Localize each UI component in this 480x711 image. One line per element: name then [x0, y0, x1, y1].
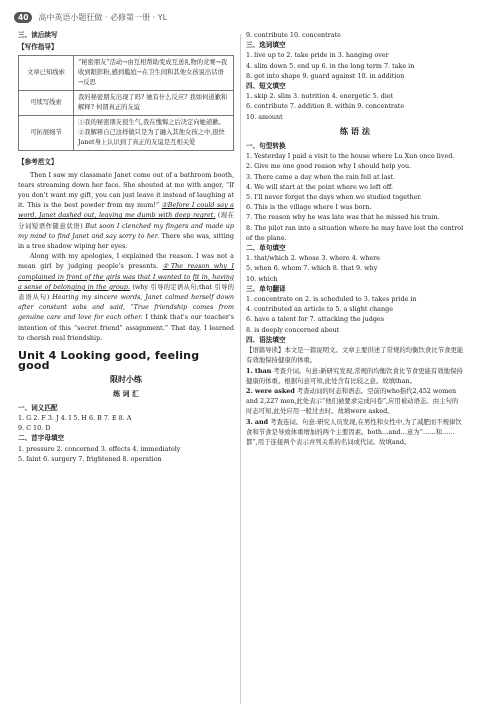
essay-text: But soon I clenched my fingers and made up my mind to find Janet and say sorry to her.	[18, 221, 234, 240]
essay-paragraph	[18, 170, 234, 252]
answer-line: 1. G 2. F 3. J 4. I 5. H 6. B 7. E 8. A	[18, 414, 132, 423]
table-row	[19, 91, 234, 116]
answer-line: 1. concentrate on 2. is scheduled to 3. takes pride in	[246, 295, 417, 304]
answer-line: 4. slim down 5. end up 6. in the long term 7. take in	[246, 61, 415, 70]
right-column	[246, 30, 464, 447]
page-number: 40	[14, 12, 32, 23]
answer-line: 10. amount	[246, 112, 283, 121]
explanation-text: 考查介词。句意:新研究发现,常规的均衡饮食比节食更能有效地保持健康的体重。根据句意可知,此处含有比较之意。故填than。	[246, 366, 463, 385]
answer-line: 5. when 6. whom 7. which 8. that 9. why	[246, 264, 378, 273]
answer-key: 2. were asked	[246, 386, 295, 395]
answer-line: 5. I'll never forget the days when we studied together.	[246, 193, 422, 202]
table-row	[19, 56, 234, 91]
answer-line: 8. The pilot ran into a situation where he may have lost the control of the plane.	[246, 223, 464, 242]
column-divider	[240, 34, 241, 704]
answer-line: 8. get into shape 9. guard against 10. in addition	[246, 71, 405, 80]
section-heading: 一、句型转换	[246, 142, 286, 151]
explanation-text: 考查连词。句意:研究人员发现,在男性和女性中,为了减肥而不规律饮食和节食是导致体重增加的两个主要因素。both…and…意为“……和……都”,用于连接两个表示并列关系的名词或代词。故填and。	[246, 417, 462, 446]
reference-essay	[18, 170, 234, 343]
answer-line: 6. This is the village where I was born.	[246, 203, 372, 212]
passage-guide: 【语篇导读】本文是一篇说明文。文章主要讲述了常规的均衡饮食比节食更能有效地保持健康的体重。	[246, 346, 464, 365]
table-row	[19, 116, 234, 151]
answer-line: 1. pressure 2. concerned 3. effects 4. immediately	[18, 444, 181, 453]
book-title: 高中英语小题狂做 · 必修第一册 · YL	[38, 12, 168, 22]
unit-title: Unit 4 Looking good, feeling good	[18, 349, 200, 373]
answer-line: 1. that/which 2. whose 3. where 4. where	[246, 254, 381, 263]
explanation-item	[246, 386, 464, 417]
answer-key: 3. and	[246, 417, 269, 426]
answer-key: 1. than	[246, 366, 272, 375]
writing-guide-table	[18, 55, 234, 151]
section-heading: 三、单句翻译	[246, 284, 286, 293]
answer-line: 1. live up to 2. take pride in 3. hanging over	[246, 51, 389, 60]
left-column	[18, 30, 234, 464]
essay-paragraph	[18, 251, 234, 343]
answer-line: 6. contribute 7. addition 8. within 9. concentrate	[246, 102, 405, 111]
section-heading: 三、读后续写	[18, 31, 58, 39]
essay-text: Then I saw my classmate Janet come out of a bathroom booth, tears streaming down her face. She shouted at me with anger, “If you don't want my gift, you can just leave it instead of laughing at it. This is the best powder from my mum!”	[18, 170, 234, 210]
answer-line: 1. skip 2. slim 3. nutrition 4. energetic 5. diet	[246, 92, 394, 101]
explanation-item	[246, 417, 464, 448]
section-heading: 二、单句填空	[246, 244, 286, 253]
answer-line: 7. The reason why he was late was that he missed his train.	[246, 213, 440, 222]
answer-line: 9. C 10. D	[18, 424, 51, 433]
grammar-note: (why 引导的定语从句;that 引导的表语从句)	[18, 282, 234, 302]
section-heading: 三、选词填空	[246, 41, 286, 50]
section-heading: 一、词义匹配	[18, 403, 58, 412]
table-cell: “秘密朋友”活动→由互相帮助变成互送礼物的竞赛→我收到眼影粉,感到尴尬→在卫生间和其他女孩说出话语→反思	[74, 56, 234, 91]
table-cell: ①我的秘密朋友很生气,我在愧悔之后决定向她道歉。 ②我解释自己这样做只是为了融入其他女孩之中,很快Janet身上认识到了真正的友谊是互相关爱	[74, 116, 234, 151]
vocabulary-title: 练 词 汇	[113, 389, 139, 398]
table-label: 可续写线索	[19, 91, 74, 116]
explanation-item	[246, 366, 464, 386]
page-header	[14, 8, 466, 26]
answer-line: 10. which	[246, 274, 278, 283]
answer-line: 1. Yesterday I paid a visit to the house where Lu Xun once lived.	[246, 152, 455, 161]
answer-line: 3. There came a day when the rain fell at last.	[246, 172, 396, 181]
essay-text: Along with my apologies, I explained the reason. I was not a mean girl by judging people's presents.	[18, 252, 234, 271]
essay-text: I think that's our teacher's intention of this “secret friend” assignment.” That day, I learned to cherish real friendship.	[18, 313, 234, 342]
answer-line: 6. have a talent for 7. attacking the judges	[246, 315, 384, 324]
explanation-text: 考查动词的时态和语态。空前的who指代2,452 women and 2,227 men,此处表示“他们被要求完成问卷”,应用被动语态。由主句的时态可知,此处应用一般过去时。故填were asked。	[246, 386, 459, 416]
answer-line: 4. We will start at the point where we left off.	[246, 182, 394, 191]
table-label: 可拓展细节	[19, 116, 74, 151]
section-heading: 二、首字母填空	[18, 434, 65, 443]
grammar-title: 练 语 法	[339, 125, 371, 136]
practice-title: 限时小练	[110, 375, 142, 385]
answer-line: 4. contributed an article to 5. a slight change	[246, 305, 393, 314]
answer-line: 9. contribute 10. concentrate	[246, 31, 341, 39]
section-heading: 四、短文填空	[246, 82, 286, 91]
table-cell: 我的秘密朋友出现了吗? 她有什么反应? 我如何道歉和解释? 何谓真正的友谊	[74, 91, 234, 116]
highlight-sentence: ②The reason why I complained in front of the girls was that I wanted to fit in, having a sense of belonging in the group.	[18, 262, 234, 291]
answer-line: 5. faint 6. surgery 7. frightened 8. operation	[18, 454, 162, 463]
section-heading: 四、语法填空	[246, 335, 286, 344]
essay-text: There she was, sitting in a tree shadow wiping her eyes.	[18, 231, 234, 251]
highlight-sentence: ①Before I could say a word, Janet dashed out, leaving me dumb with deep regret.	[18, 201, 234, 220]
reference-essay-heading: 【参考范文】	[18, 158, 58, 167]
answer-line: 8. is deeply concerned about	[246, 325, 340, 334]
table-label: 文章已知线索	[19, 56, 74, 91]
writing-guide-heading: 【写作指导】	[18, 43, 58, 52]
answer-line: 2. Give me one good reason why I should help you.	[246, 162, 412, 171]
essay-text: Hearing my sincere words, Janet calmed herself down after constant sobs and said, “True friendship comes from genuine care and love for each other.	[18, 293, 234, 322]
grammar-note: (现在分词短语作随意状语)	[18, 211, 234, 230]
